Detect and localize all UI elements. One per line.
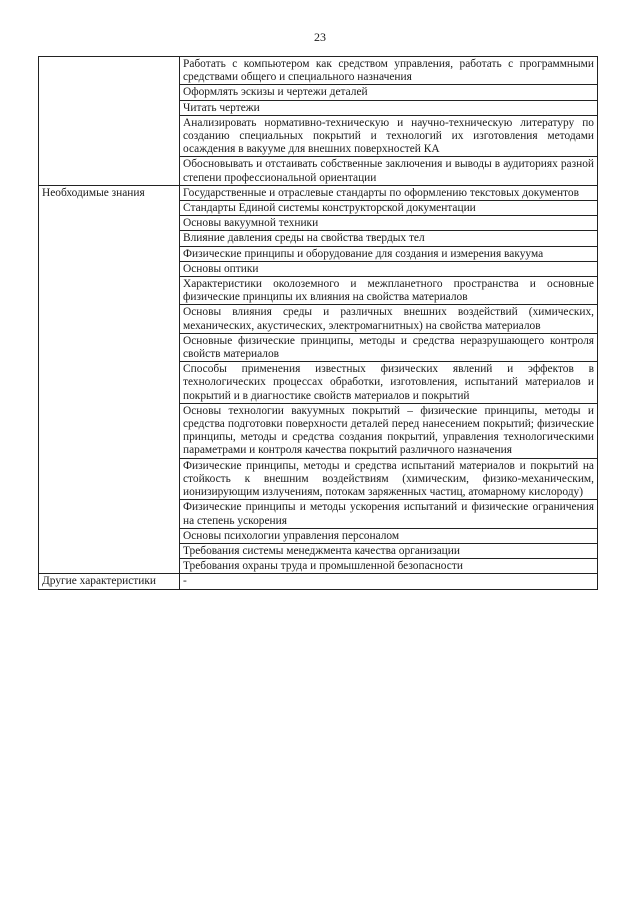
knowledge-item: Государственные и отраслевые стандарты по оформлению текстовых документов <box>180 185 598 200</box>
table-row <box>39 574 598 589</box>
knowledge-item: Характеристики околоземного и межпланетного пространства и основные физические принципы их влияния на свойства материалов <box>180 277 598 305</box>
knowledge-item: Основные физические принципы, методы и средства неразрушающего контроля свойств материалов <box>180 333 598 361</box>
knowledge-item: Стандарты Единой системы конструкторской документации <box>180 201 598 216</box>
table-row <box>39 57 598 85</box>
page-number: 23 <box>314 30 326 44</box>
knowledge-item: Основы психологии управления персоналом <box>180 528 598 543</box>
knowledge-item: Основы технологии вакуумных покрытий – физические принципы, методы и средства подготовки поверхности деталей перед нанесением покрытий; физические принципы, методы и средства создания покрытий, управления технологическими параметрами и контроля качества покрытий различного назначения <box>180 403 598 458</box>
knowledge-item: Влияние давления среды на свойства твердых тел <box>180 231 598 246</box>
skill-item: Обосновывать и отстаивать собственные заключения и выводы в аудиториях разной степени профессиональной ориентации <box>180 157 598 185</box>
section-label-empty <box>39 57 180 186</box>
requirements-table <box>38 56 598 590</box>
other-value: - <box>180 574 598 589</box>
skill-item: Оформлять эскизы и чертежи деталей <box>180 85 598 100</box>
other-label: Другие характеристики <box>39 574 180 589</box>
knowledge-item: Основы оптики <box>180 261 598 276</box>
skill-item: Работать с компьютером как средством управления, работать с программными средствами общего и специального назначения <box>180 57 598 85</box>
skill-item: Читать чертежи <box>180 100 598 115</box>
knowledge-item: Физические принципы, методы и средства испытаний материалов и покрытий на стойкость к внешним воздействиям (химическим, физико-механическим, ионизирующим излучениям, потокам заряженных частиц, атомарному кислороду) <box>180 458 598 500</box>
knowledge-item: Требования охраны труда и промышленной безопасности <box>180 559 598 574</box>
knowledge-item: Способы применения известных физических явлений и эффектов в технологических процессах обработки, изготовления, испытаний материалов и покрытий и в диагностике свойств материалов и покрытий <box>180 362 598 404</box>
knowledge-item: Основы влияния среды и различных внешних воздействий (химических, механических, акустических, электромагнитных) на свойства материалов <box>180 305 598 333</box>
knowledge-item: Физические принципы и методы ускорения испытаний и физические ограничения на степень ускорения <box>180 500 598 528</box>
table-row <box>39 185 598 200</box>
knowledge-item: Основы вакуумной техники <box>180 216 598 231</box>
skill-item: Анализировать нормативно-техническую и научно-техническую литературу по созданию специальных покрытий и технологий их изготовления методами осаждения в вакууме для внешних поверхностей КА <box>180 115 598 157</box>
knowledge-item: Физические принципы и оборудование для создания и измерения вакуума <box>180 246 598 261</box>
knowledge-item: Требования системы менеджмента качества организации <box>180 543 598 558</box>
knowledge-label: Необходимые знания <box>39 185 180 573</box>
